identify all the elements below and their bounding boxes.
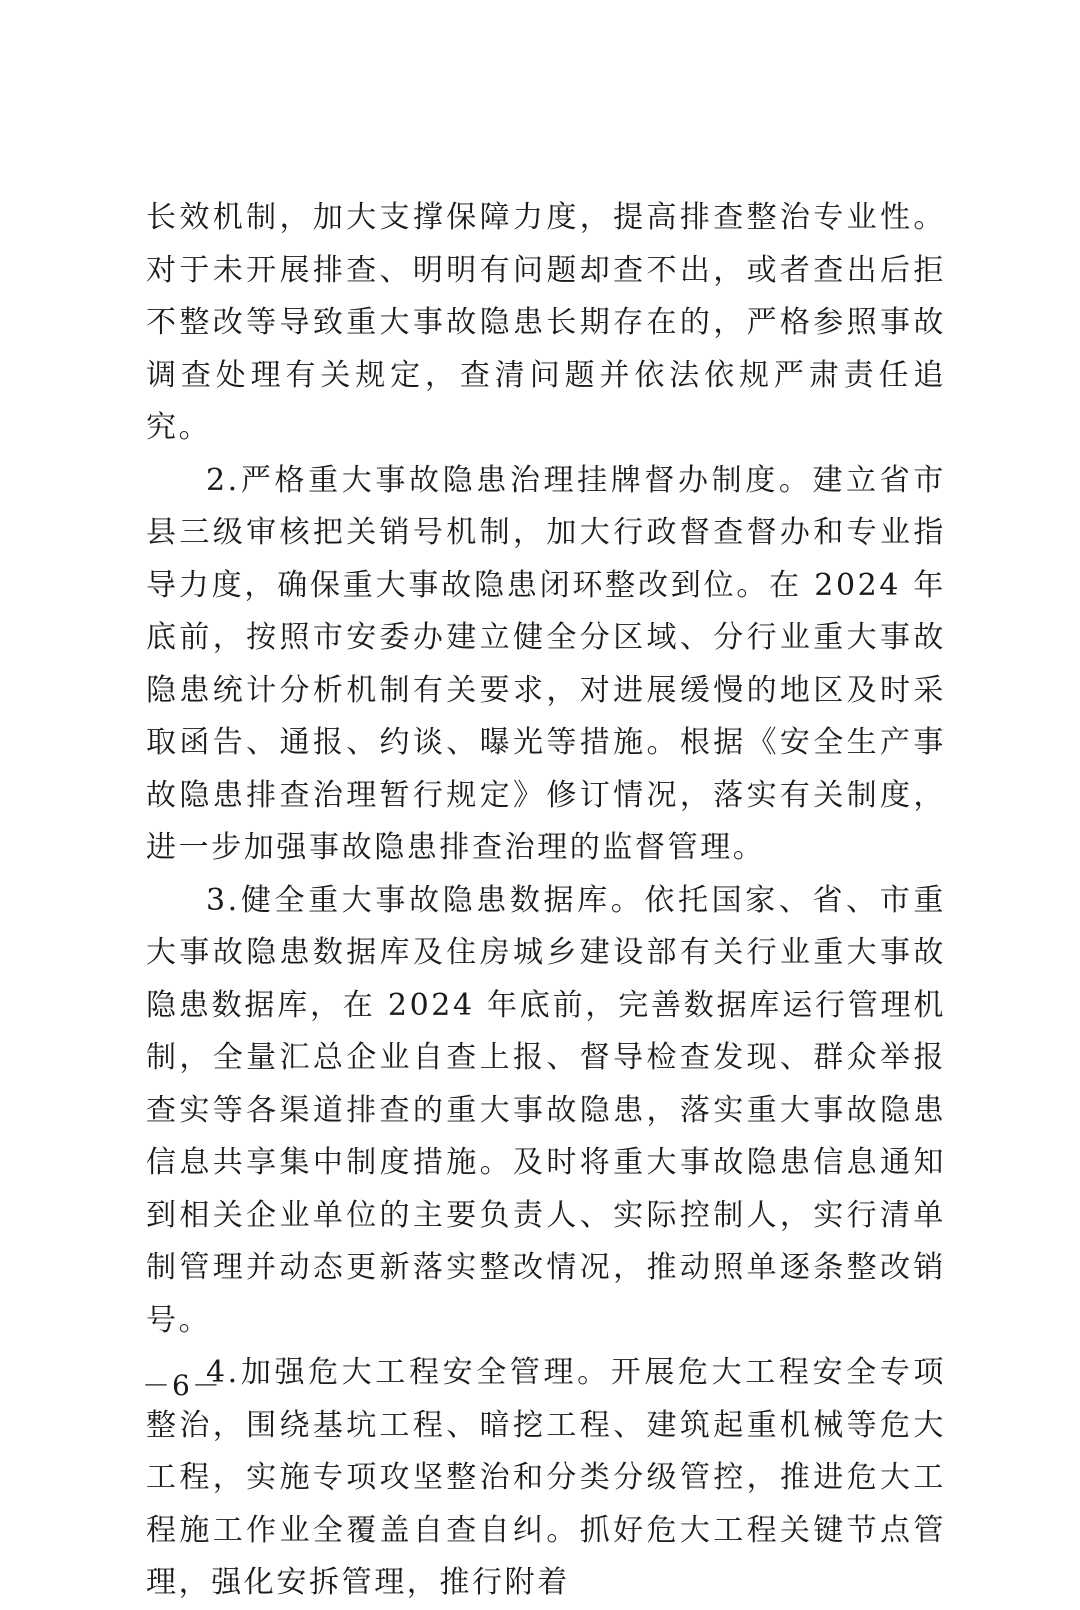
paragraph-continuation: 长效机制，加大支撑保障力度，提高排查整治专业性。对于未开展排查、明明有问题却查不出，或者查出后拒不整改等导致重大事故隐患长期存在的，严格参照事故调查处理有关规定，查清问题并依法依规严肃责任追究。 [146, 200, 946, 445]
paragraph-item-3: 3.健全重大事故隐患数据库。依托国家、省、市重大事故隐患数据库及住房城乡建设部有关行业重大事故隐患数据库，在 2024 年底前，完善数据库运行管理机制，全量汇总企业自查上报、督导检查发现、群众举报查实等各渠道排查的重大事故隐患，落实重大事故隐患信息共享集中制度措施。及时将重大事故隐患信息通知到相关企业单位的主要负责人、实际控制人，实行清单制管理并动态更新落实整改情况，推动照单逐条整改销号。 [146, 882, 946, 1338]
body-text [146, 192, 946, 1610]
paragraph-item-4: 4.加强危大工程安全管理。开展危大工程安全专项整治，围绕基坑工程、暗挖工程、建筑起重机械等危大工程，实施专项攻坚整治和分类分级管控，推进危大工程施工作业全覆盖自查自纠。抓好危大工程关键节点管理，强化安拆管理，推行附着 [146, 1355, 946, 1600]
paragraph-item-2: 2.严格重大事故隐患治理挂牌督办制度。建立省市县三级审核把关销号机制，加大行政督查督办和专业指导力度，确保重大事故隐患闭环整改到位。在 2024 年底前，按照市安委办建立健全分区域、分行业重大事故隐患统计分析机制有关要求，对进展缓慢的地区及时采取函告、通报、约谈、曝光等措施。根据《安全生产事故隐患排查治理暂行规定》修订情况，落实有关制度，进一步加强事故隐患排查治理的监督管理。 [146, 462, 946, 865]
page-number: －6－ [142, 1369, 222, 1402]
